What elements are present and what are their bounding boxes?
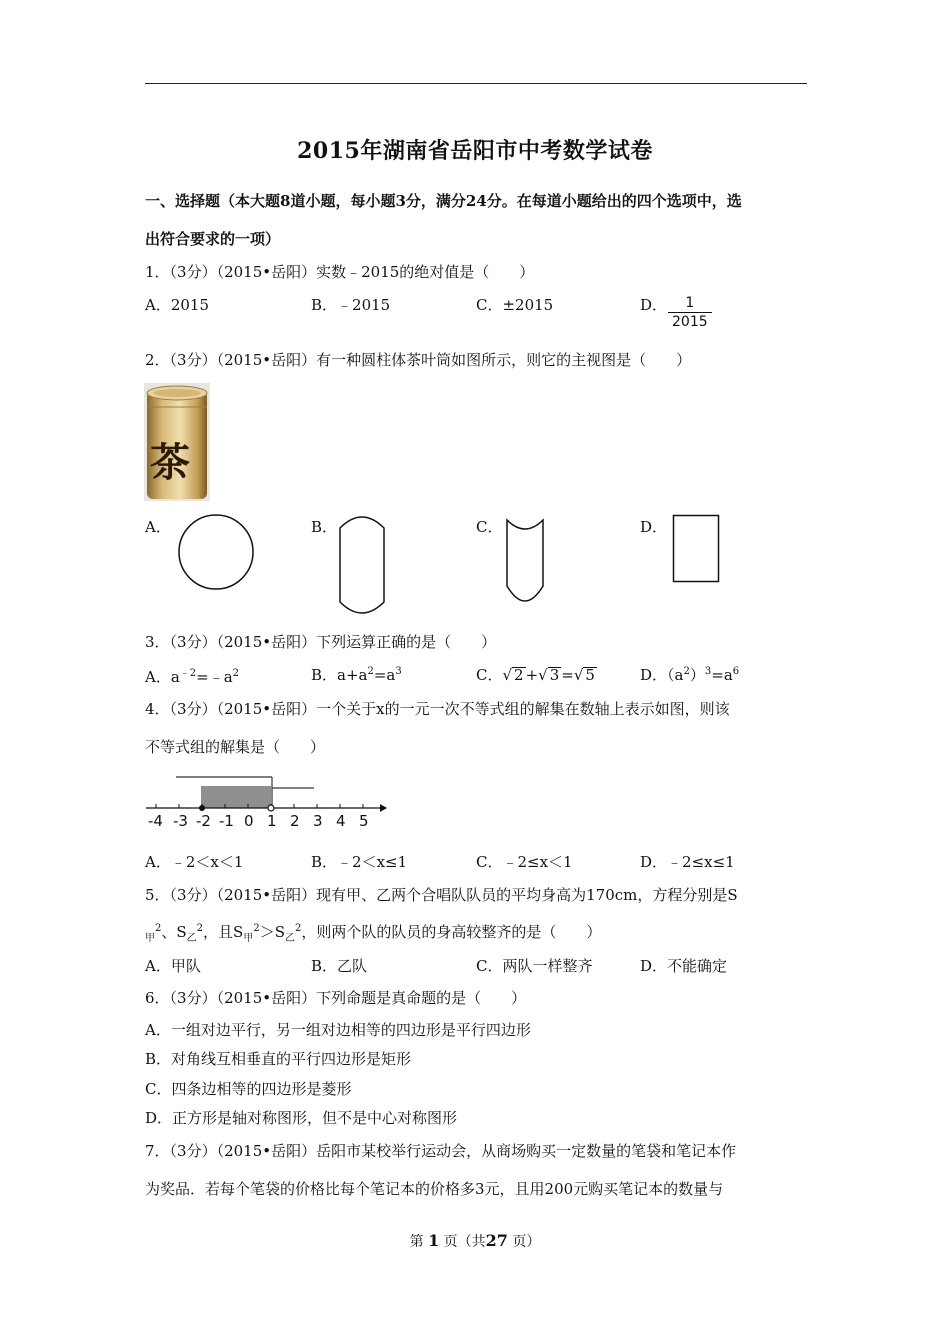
footer-page-number: 1 xyxy=(428,1231,440,1250)
fraction-denominator: 2015 xyxy=(672,314,708,330)
q3-c-label: C． xyxy=(476,666,503,684)
tick-label: -4 xyxy=(148,812,163,830)
q3-c-root1: 2 xyxy=(514,666,524,684)
q6-stem: 6．（3分）（2015•岳阳）下列命题是真命题的是（ ） xyxy=(145,989,527,1007)
header-rule xyxy=(145,83,807,84)
footer-total-pages: 27 xyxy=(485,1231,508,1250)
q3-a-text2: =﹣a xyxy=(196,668,233,686)
q5-text: 、S xyxy=(161,923,187,941)
tick-label: 4 xyxy=(336,812,346,830)
q3-c-eq: = xyxy=(561,666,574,684)
q5-sup: 2 xyxy=(155,923,162,934)
q1-stem: 1．（3分）（2015•岳阳）实数﹣2015的绝对值是（ ） xyxy=(145,263,535,281)
q3-c-root3: 5 xyxy=(585,666,595,684)
q5-sub: 甲 xyxy=(243,933,254,944)
q6-option-c: C．四条边相等的四边形是菱形 xyxy=(145,1080,352,1098)
q3-b-text: B．a+a xyxy=(311,666,368,684)
q4-option-c: C．﹣2≤x＜1 xyxy=(476,853,573,871)
q5-text: ，且S xyxy=(203,923,244,941)
q5-text: ，则两个队的队员的身高较整齐的是（ ） xyxy=(301,923,602,941)
q5-sub: 乙 xyxy=(284,933,295,944)
footer-text: 第 xyxy=(409,1234,424,1250)
q1-option-a: A．2015 xyxy=(145,296,210,314)
q5-option-c: C．两队一样整齐 xyxy=(476,957,593,975)
q2-option-d: D． xyxy=(640,518,668,536)
q5-option-d: D．不能确定 xyxy=(640,957,728,975)
tick-label: -1 xyxy=(219,812,234,830)
q3-c-root2: 3 xyxy=(549,666,560,684)
q5-sup: 2 xyxy=(196,923,204,934)
q3-a-text: A．a xyxy=(145,668,180,686)
q3-d-text: D．（a xyxy=(640,666,684,684)
q5-option-a: A．甲队 xyxy=(145,957,201,975)
section-heading-line1: 一、选择题（本大题8道小题，每小题3分，满分24分。在每道小题给出的四个选项中，选 xyxy=(145,192,742,210)
q3-option-a xyxy=(145,664,239,687)
section-heading-line2: 出符合要求的一项） xyxy=(145,230,281,248)
tick-label: -3 xyxy=(173,812,188,830)
q3-d-text2: ） xyxy=(689,666,705,684)
q3-d-exp: 2 xyxy=(683,666,690,677)
q5-sub: 甲 xyxy=(145,933,155,944)
exam-title: 2015年湖南省岳阳市中考数学试卷 xyxy=(297,138,653,164)
q3-option-b xyxy=(311,664,402,685)
q3-stem: 3．（3分）（2015•岳阳）下列运算正确的是（ ） xyxy=(145,633,497,651)
q7-stem-line2: 为奖品．若每个笔袋的价格比每个笔记本的价格多3元，且用200元购买笔记本的数量与 xyxy=(145,1180,724,1198)
q4-option-a: A．﹣2＜x＜1 xyxy=(145,853,244,871)
q3-a-exp2: 2 xyxy=(232,668,240,679)
tick-label: 2 xyxy=(290,812,300,830)
q2-option-b: B． xyxy=(311,518,338,536)
q5-stem-line2 xyxy=(145,921,601,944)
q1-option-d xyxy=(640,294,667,315)
q6-option-b: B．对角线互相垂直的平行四边形是矩形 xyxy=(145,1050,412,1068)
q1-option-d-fraction xyxy=(668,294,712,331)
q3-b-exp: 2 xyxy=(367,666,374,677)
q3-d-exp2: 3 xyxy=(704,666,712,677)
q5-sub: 乙 xyxy=(186,933,197,944)
q3-a-exp: ﹣2 xyxy=(179,668,197,679)
q5-stem-line1: 5．（3分）（2015•岳阳）现有甲、乙两个合唱队队员的平均身高为170cm，方程分别是S xyxy=(145,886,738,904)
q4-stem-line1: 4．（3分）（2015•岳阳）一个关于x的一元一次不等式组的解集在数轴上表示如图，则该 xyxy=(145,700,730,718)
q2-option-b-shape xyxy=(336,512,388,622)
q3-b-exp2: 3 xyxy=(395,666,402,677)
q3-d-exp3: 6 xyxy=(732,666,740,677)
q3-option-c: C．√ 2 +√ 3 =√ 5 xyxy=(476,666,595,684)
q5-text: ＞S xyxy=(259,923,285,941)
q2-option-d-rectangle xyxy=(672,514,722,588)
page-footer xyxy=(0,1231,950,1251)
number-line-figure xyxy=(144,772,389,832)
footer-text: 页（共 xyxy=(443,1234,486,1250)
tick-label: 3 xyxy=(313,812,323,830)
q2-option-a: A． xyxy=(145,518,171,536)
tick-label: -2 xyxy=(196,812,211,830)
tick-label: 5 xyxy=(359,812,369,830)
q1-option-d-label: D． xyxy=(640,296,668,314)
q1-option-b: B．﹣2015 xyxy=(311,296,391,314)
q2-option-c: C． xyxy=(476,518,503,536)
q6-option-d: D．正方形是轴对称图形，但不是中心对称图形 xyxy=(145,1109,458,1127)
tea-character: 茶 xyxy=(150,439,190,486)
q5-sup: 2 xyxy=(294,923,302,934)
q7-stem-line1: 7．（3分）（2015•岳阳）岳阳市某校举行运动会，从商场购买一定数量的笔袋和笔记本作 xyxy=(145,1142,737,1160)
q3-b-text2: =a xyxy=(373,666,396,684)
tick-label: 1 xyxy=(267,812,277,830)
q3-d-text3: =a xyxy=(711,666,733,684)
q4-option-d: D．﹣2≤x≤1 xyxy=(640,853,735,871)
q5-sup: 2 xyxy=(253,923,260,934)
fraction-numerator: 1 xyxy=(668,294,712,313)
q6-option-a: A．一组对边平行，另一组对边相等的四边形是平行四边形 xyxy=(145,1021,531,1039)
q3-option-d xyxy=(640,664,739,685)
tea-can-image xyxy=(144,383,210,501)
q4-option-b: B．﹣2＜x≤1 xyxy=(311,853,408,871)
q3-c-plus: + xyxy=(525,666,539,684)
q2-stem: 2．（3分）（2015•岳阳）有一种圆柱体茶叶筒如图所示，则它的主视图是（ ） xyxy=(145,351,692,369)
q4-stem-line2: 不等式组的解集是（ ） xyxy=(145,738,326,756)
tick-label: 0 xyxy=(244,812,254,830)
q1-option-c: C．±2015 xyxy=(476,296,554,314)
q2-option-a-circle xyxy=(175,511,257,597)
footer-text: 页） xyxy=(512,1234,541,1250)
q5-option-b: B．乙队 xyxy=(311,957,368,975)
q2-option-c-shape xyxy=(502,516,548,610)
